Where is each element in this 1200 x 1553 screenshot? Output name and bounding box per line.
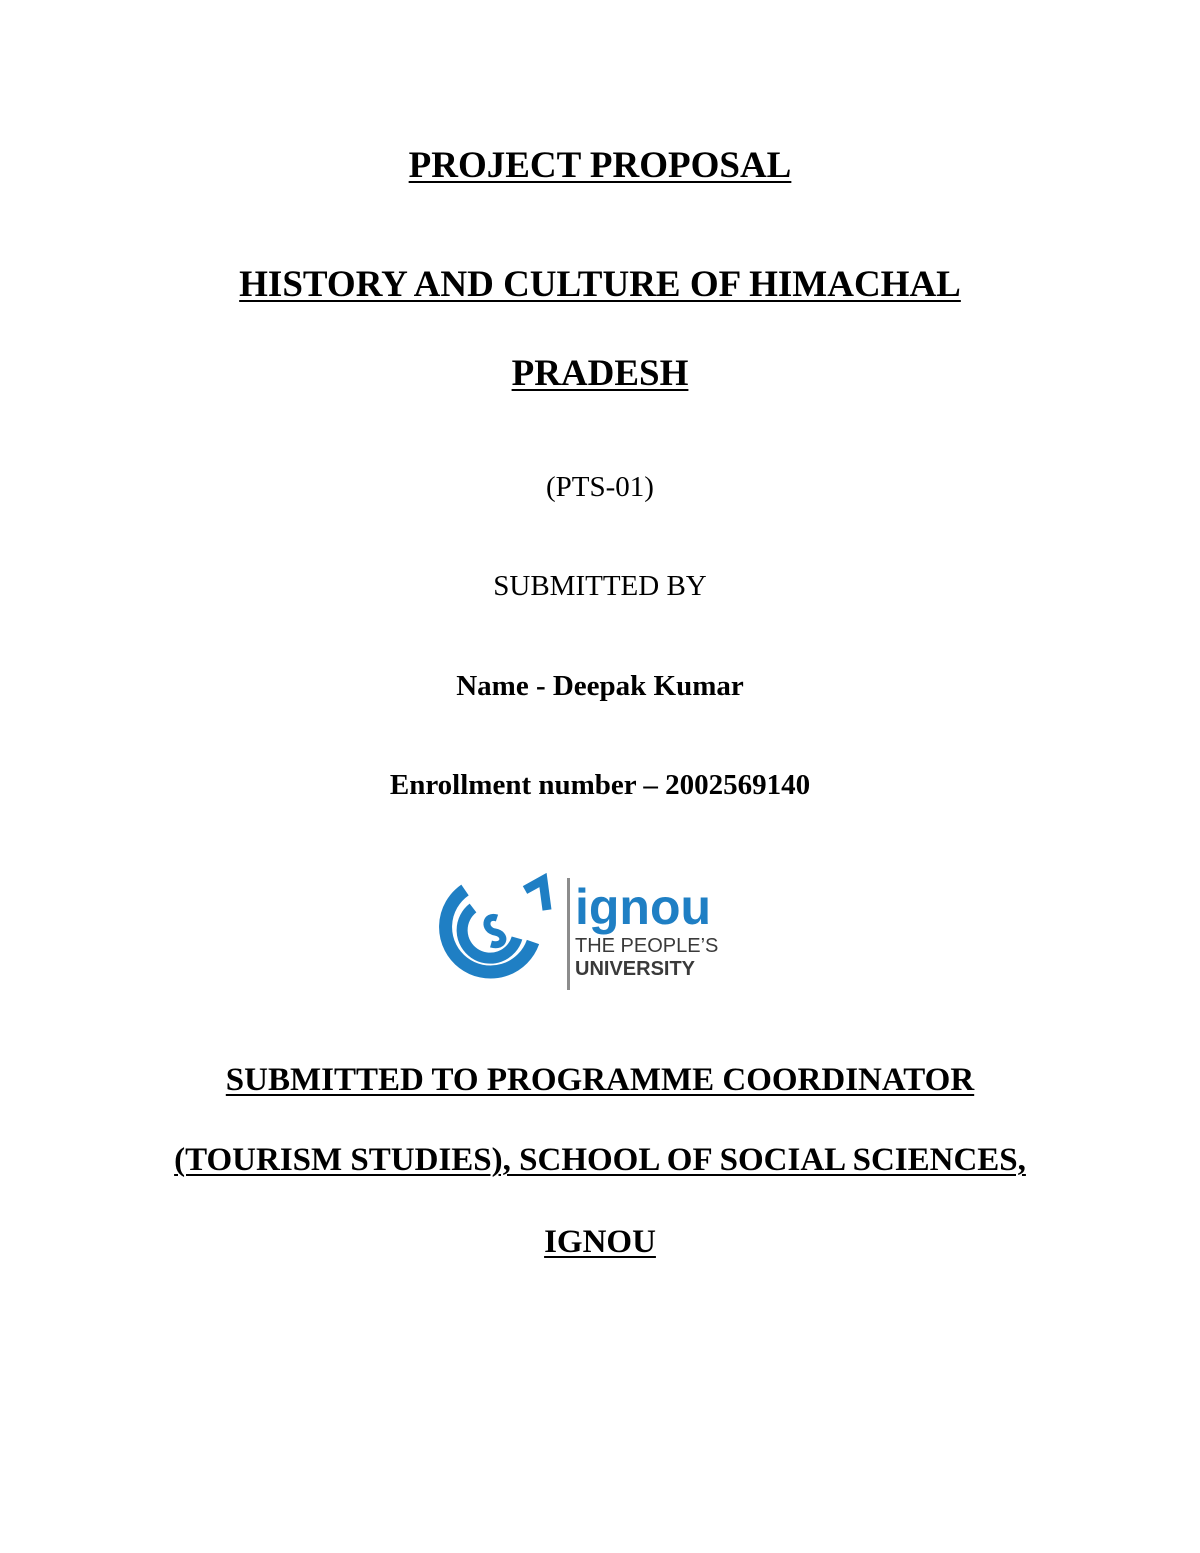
logo-tagline-line-2: UNIVERSITY [575, 958, 696, 980]
project-subject-line-2: PRADESH [511, 353, 689, 394]
enrollment-number: Enrollment number – 2002569140 [389, 769, 811, 801]
ignou-logo [425, 870, 755, 995]
submitted-to-line-2: (TOURISM STUDIES), SCHOOL OF SOCIAL SCIENCES, [174, 1142, 1026, 1178]
course-code: (PTS-01) [546, 471, 654, 503]
submitted-to-line-1: SUBMITTED TO PROGRAMME COORDINATOR [225, 1062, 975, 1098]
submitted-to-line-3: IGNOU [544, 1224, 656, 1260]
project-subject-line-1: HISTORY AND CULTURE OF HIMACHAL [239, 264, 961, 305]
document-title: PROJECT PROPOSAL [408, 145, 792, 186]
submitted-by-label: SUBMITTED BY [493, 570, 707, 602]
logo-wordmark: ignou [575, 879, 712, 935]
logo-tagline-line-1: THE PEOPLE’S [575, 935, 719, 957]
student-name: Name - Deepak Kumar [456, 670, 744, 702]
